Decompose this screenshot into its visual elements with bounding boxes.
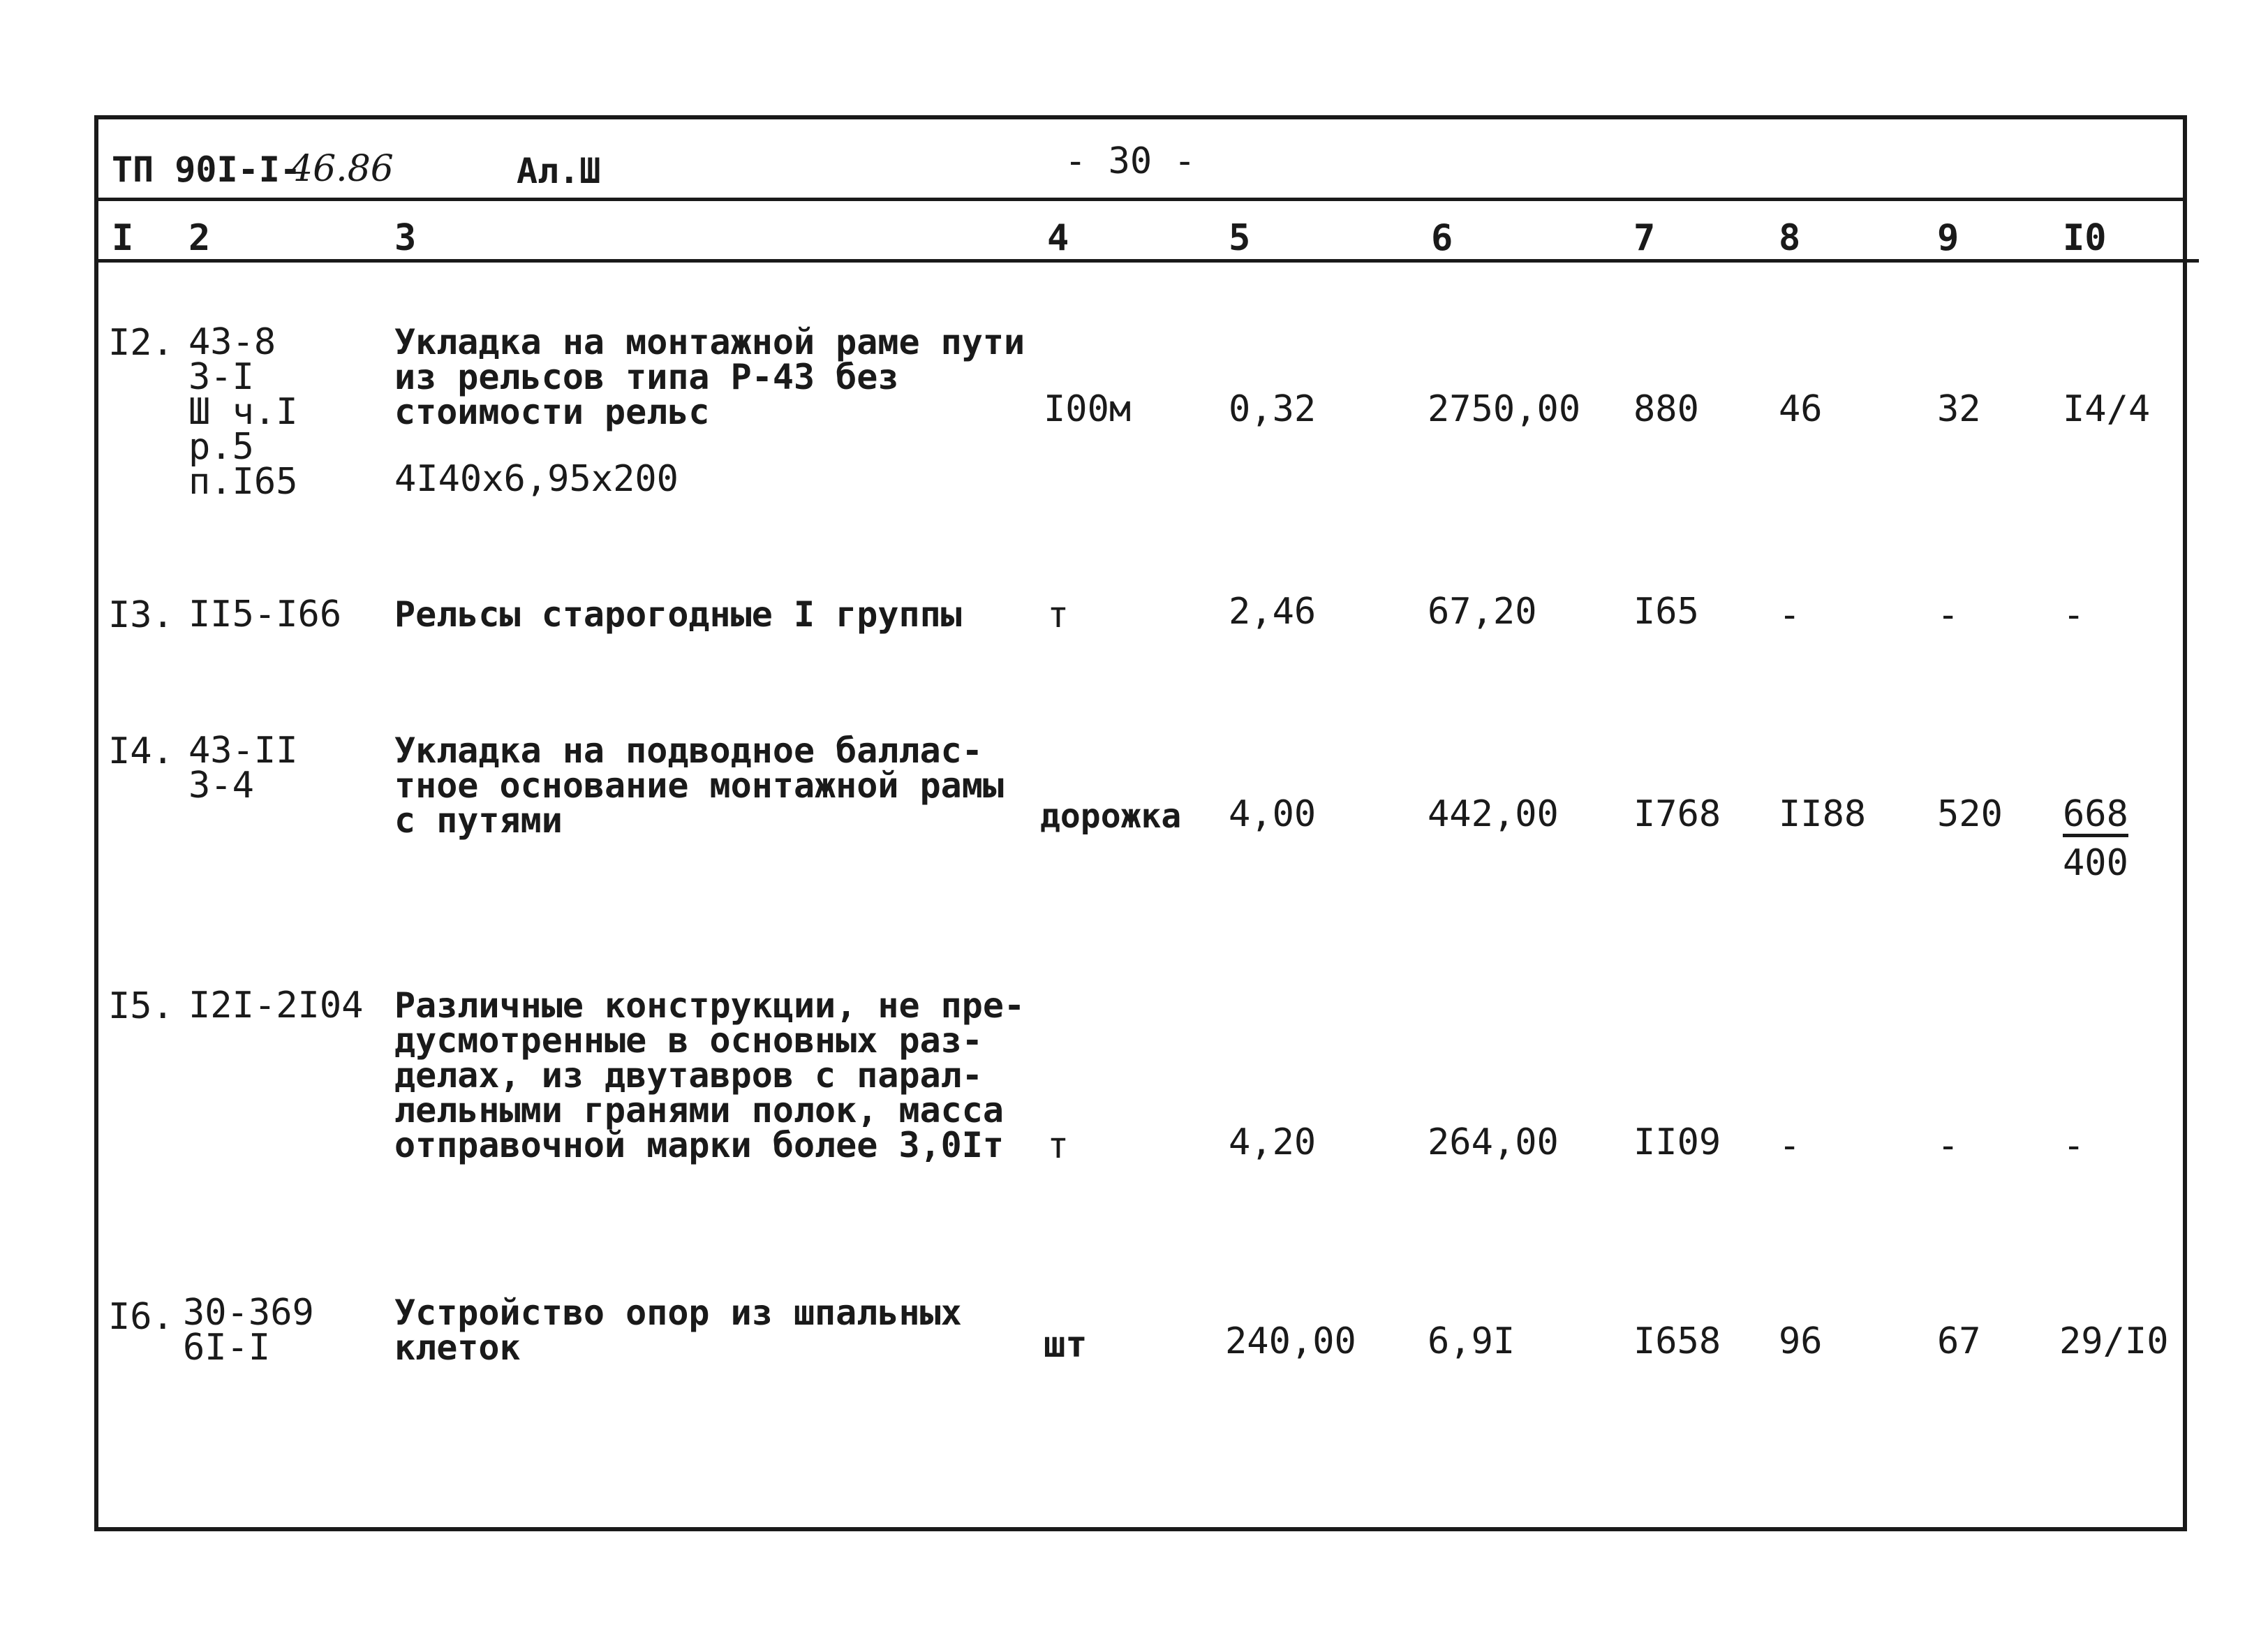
norm-code-line: 3-I bbox=[188, 356, 254, 398]
work-description-line: Устройство опор из шпальных bbox=[394, 1292, 962, 1333]
column-number: 8 bbox=[1779, 217, 1801, 259]
row-number: I3. bbox=[108, 594, 174, 636]
page-number: - 30 - bbox=[1065, 140, 1196, 182]
column-number: I bbox=[112, 217, 134, 259]
row-number: I4. bbox=[108, 730, 174, 772]
quantity: 0,32 bbox=[1229, 388, 1317, 430]
column-10-value: 29/I0 bbox=[2059, 1320, 2169, 1362]
unit: т bbox=[1047, 594, 1069, 636]
total-cost: I658 bbox=[1633, 1320, 1721, 1362]
column-number: 4 bbox=[1047, 217, 1069, 259]
quantity: 4,00 bbox=[1229, 793, 1317, 835]
row-number: I6. bbox=[108, 1296, 174, 1338]
column-10-denominator: 400 bbox=[2063, 842, 2128, 884]
column-number: 5 bbox=[1229, 217, 1251, 259]
column-9-value: 520 bbox=[1937, 793, 2003, 835]
norm-code-line: р.5 bbox=[188, 426, 254, 468]
column-number: I0 bbox=[2063, 217, 2107, 259]
column-9-value: 32 bbox=[1937, 388, 1981, 430]
unit: шт bbox=[1044, 1324, 1088, 1366]
unit-price: 442,00 bbox=[1428, 793, 1559, 835]
column-10-value: I4/4 bbox=[2063, 388, 2151, 430]
column-header-divider bbox=[96, 259, 2199, 263]
norm-code-line: Ш ч.I bbox=[188, 391, 298, 433]
work-description-line: Различные конструкции, не пре- bbox=[394, 985, 1025, 1026]
work-description-line: Укладка на подводное баллас- bbox=[394, 730, 983, 771]
row-number: I5. bbox=[108, 985, 174, 1027]
work-description-line: отправочной марки более 3,0Iт bbox=[394, 1125, 1004, 1165]
column-9-value: 67 bbox=[1937, 1320, 1981, 1362]
total-cost: I65 bbox=[1633, 591, 1699, 633]
column-10-value: - bbox=[2063, 1125, 2085, 1167]
work-description-line: делах, из двутавров с парал- bbox=[394, 1055, 983, 1096]
work-description-line: Рельсы старогодные I группы bbox=[394, 594, 962, 635]
norm-code-line: 43-II bbox=[188, 730, 298, 772]
album-label: Ал.Ш bbox=[517, 151, 601, 191]
unit: т bbox=[1047, 1125, 1069, 1167]
total-cost: 880 bbox=[1633, 388, 1699, 430]
column-9-value: - bbox=[1937, 594, 1959, 636]
column-number: 3 bbox=[394, 217, 417, 259]
column-number: 9 bbox=[1937, 217, 1959, 259]
column-8-value: - bbox=[1779, 594, 1801, 636]
norm-code-line: 6I-I bbox=[183, 1327, 271, 1369]
work-description-line: Укладка на монтажной раме пути bbox=[394, 322, 1025, 362]
work-description-line: с путями bbox=[394, 800, 563, 841]
column-number: 6 bbox=[1431, 217, 1453, 259]
work-description-line: тное основание монтажной рамы bbox=[394, 765, 1004, 806]
norm-code-line: 3-4 bbox=[188, 765, 254, 806]
unit-price: 264,00 bbox=[1428, 1121, 1559, 1163]
column-10-value: - bbox=[2063, 594, 2085, 636]
total-cost: II09 bbox=[1633, 1121, 1721, 1163]
norm-code-line: I2I-2I04 bbox=[188, 985, 364, 1026]
column-8-value: - bbox=[1779, 1125, 1801, 1167]
unit-price: 2750,00 bbox=[1428, 388, 1581, 430]
quantity: 4,20 bbox=[1229, 1121, 1317, 1163]
work-description-line: клеток bbox=[394, 1327, 521, 1368]
unit: дорожка bbox=[1040, 797, 1182, 836]
quantity: 2,46 bbox=[1229, 591, 1317, 633]
norm-code-line: 30-369 bbox=[183, 1292, 314, 1334]
unit: I00м bbox=[1044, 388, 1132, 430]
column-number: 2 bbox=[188, 217, 211, 259]
norm-code-line: п.I65 bbox=[188, 461, 298, 503]
unit-price: 6,9I bbox=[1428, 1320, 1515, 1362]
column-9-value: - bbox=[1937, 1125, 1959, 1167]
work-description-dimensions: 4I40х6,95х200 bbox=[394, 458, 679, 500]
total-cost: I768 bbox=[1633, 793, 1721, 835]
norm-code-line: II5-I66 bbox=[188, 594, 342, 635]
norm-code-line: 43-8 bbox=[188, 321, 276, 363]
column-8-value: 96 bbox=[1779, 1320, 1823, 1362]
column-8-value: 46 bbox=[1779, 388, 1823, 430]
work-description-line: стоимости рельс bbox=[394, 392, 710, 432]
document-code: ТП 90I-I- bbox=[112, 149, 301, 190]
work-description-line: дусмотренные в основных раз- bbox=[394, 1020, 983, 1061]
column-8-value: II88 bbox=[1779, 793, 1867, 835]
column-number: 7 bbox=[1633, 217, 1656, 259]
document-code-handwritten: 46.86 bbox=[290, 148, 394, 190]
column-10-numerator: 668 bbox=[2063, 796, 2128, 837]
header-divider bbox=[96, 198, 2185, 201]
work-description-line: лельными гранями полок, масса bbox=[394, 1090, 1004, 1130]
row-number: I2. bbox=[108, 322, 174, 364]
work-description-line: из рельсов типа Р-43 без bbox=[394, 357, 899, 397]
unit-price: 67,20 bbox=[1428, 591, 1537, 633]
quantity: 240,00 bbox=[1225, 1320, 1356, 1362]
